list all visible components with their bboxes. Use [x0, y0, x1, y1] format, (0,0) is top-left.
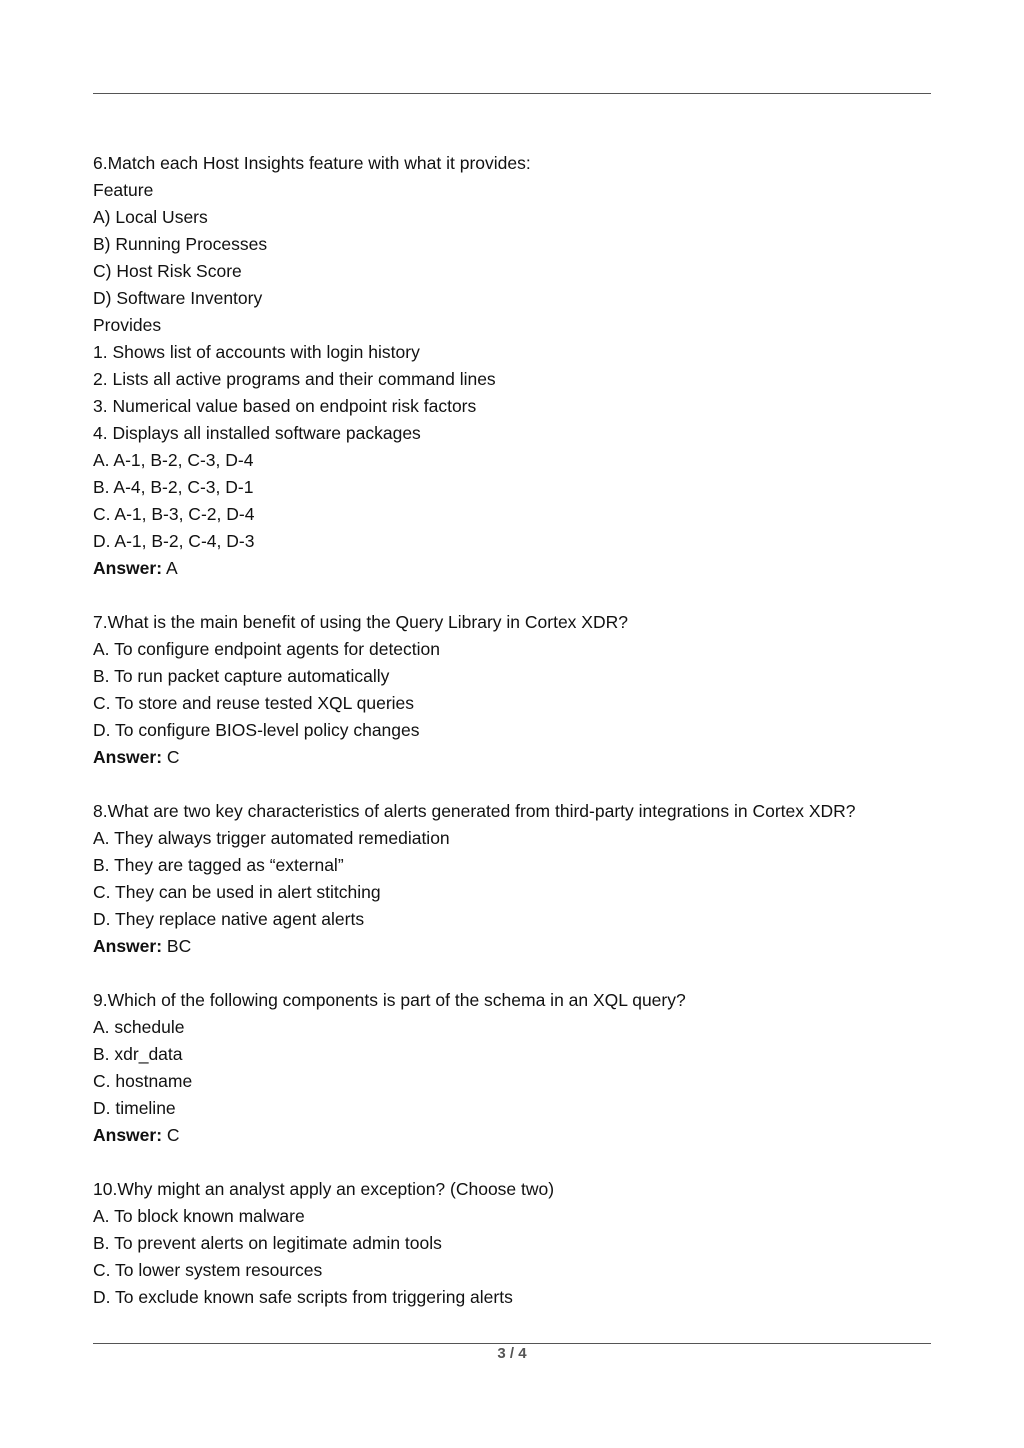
- question-line: B. They are tagged as “external”: [93, 855, 344, 875]
- answer-value: C: [162, 1125, 180, 1145]
- answer-value: A: [162, 558, 178, 578]
- question-line: 4. Displays all installed software packages: [93, 423, 421, 443]
- question-line: Feature: [93, 180, 154, 200]
- header-rule: [93, 93, 931, 94]
- question-block: [93, 150, 931, 582]
- question-line: 3. Numerical value based on endpoint risk factors: [93, 396, 477, 416]
- answer-label: Answer:: [93, 1125, 163, 1145]
- question-stem: 10.Why might an analyst apply an exception? (Choose two): [93, 1179, 555, 1199]
- answer-line: [93, 933, 931, 960]
- question-line: C. hostname: [93, 1071, 193, 1091]
- question-line: D) Software Inventory: [93, 288, 263, 308]
- answer-value: C: [162, 747, 180, 767]
- answer-label: Answer:: [93, 747, 163, 767]
- question-line: 1. Shows list of accounts with login history: [93, 342, 420, 362]
- question-line: D. To configure BIOS-level policy changes: [93, 720, 420, 740]
- footer-rule: [93, 1343, 931, 1344]
- question-list: [93, 150, 931, 1338]
- answer-line: [93, 555, 931, 582]
- question-line: A. To configure endpoint agents for detection: [93, 639, 441, 659]
- question-line: Provides: [93, 315, 162, 335]
- question-line: B. To run packet capture automatically: [93, 666, 390, 686]
- question-stem: 8.What are two key characteristics of alerts generated from third-party integrations in Cortex XDR?: [93, 801, 856, 821]
- question-stem: 9.Which of the following components is part of the schema in an XQL query?: [93, 990, 686, 1010]
- answer-label: Answer:: [93, 558, 163, 578]
- question-line: B) Running Processes: [93, 234, 268, 254]
- question-stem: 7.What is the main benefit of using the Query Library in Cortex XDR?: [93, 612, 628, 632]
- question-line: D. timeline: [93, 1098, 176, 1118]
- question-line: B. To prevent alerts on legitimate admin tools: [93, 1233, 442, 1253]
- question-line: D. To exclude known safe scripts from triggering alerts: [93, 1287, 513, 1307]
- question-line: C. To store and reuse tested XQL queries: [93, 693, 415, 713]
- question-line: A. To block known malware: [93, 1206, 305, 1226]
- question-line: A. A-1, B-2, C-3, D-4: [93, 450, 254, 470]
- answer-line: [93, 1122, 931, 1149]
- question-block: [93, 798, 931, 960]
- question-line: D. They replace native agent alerts: [93, 909, 365, 929]
- question-line: 2. Lists all active programs and their command lines: [93, 369, 496, 389]
- question-block: [93, 1176, 931, 1311]
- question-stem: 6.Match each Host Insights feature with what it provides:: [93, 153, 531, 173]
- question-line: B. A-4, B-2, C-3, D-1: [93, 477, 254, 497]
- question-line: C. A-1, B-3, C-2, D-4: [93, 504, 255, 524]
- answer-label: Answer:: [93, 936, 163, 956]
- question-line: A) Local Users: [93, 207, 208, 227]
- question-block: [93, 609, 931, 771]
- answer-line: [93, 744, 931, 771]
- question-line: C. They can be used in alert stitching: [93, 882, 381, 902]
- question-line: C) Host Risk Score: [93, 261, 242, 281]
- question-line: C. To lower system resources: [93, 1260, 323, 1280]
- question-line: D. A-1, B-2, C-4, D-3: [93, 531, 255, 551]
- question-line: A. They always trigger automated remediation: [93, 828, 450, 848]
- page-number: 3 / 4: [497, 1345, 527, 1362]
- question-block: [93, 987, 931, 1149]
- question-line: A. schedule: [93, 1017, 185, 1037]
- question-line: B. xdr_data: [93, 1044, 183, 1064]
- answer-value: BC: [162, 936, 192, 956]
